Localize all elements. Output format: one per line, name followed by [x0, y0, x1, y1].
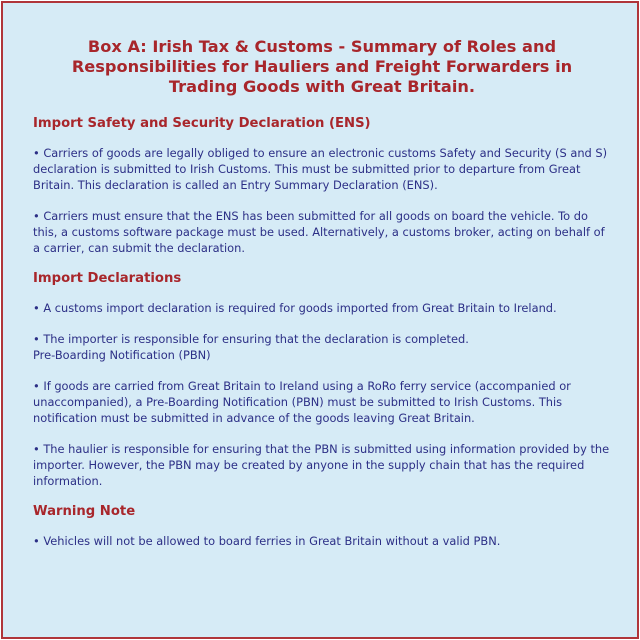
import-paragraph-1: • A customs import declaration is required for goods imported from Great Britain to Ireland.: [33, 301, 557, 315]
summary-box-content: [3, 3, 637, 549]
import-paragraph-3: • If goods are carried from Great Britain to Ireland using a RoRo ferry service (accompanied or unaccompanied), a Pre-Boarding Notification (PBN) must be submitted to Irish Customs. This notification must be submitted in advance of the goods leaving Great Britain.: [33, 379, 571, 425]
box-title: Box A: Irish Tax & Customs - Summary of Roles and Responsibilities for Hauliers and Freight Forwarders in Trading Goods with Great Britain.: [71, 37, 573, 96]
summary-box: [1, 1, 639, 639]
import-paragraph-2: [33, 331, 611, 363]
section-heading-warning-note: Warning Note: [33, 504, 136, 519]
warning-paragraph-1: • Vehicles will not be allowed to board ferries in Great Britain without a valid PBN.: [33, 534, 501, 548]
ens-paragraph-2: • Carriers must ensure that the ENS has been submitted for all goods on board the vehicle. To do this, a customs software package must be used. Alternatively, a customs broker, acting on behalf of a carrier, can submit the declaration.: [33, 209, 605, 255]
section-heading-import-declarations: Import Declarations: [33, 271, 182, 286]
import-paragraph-2-text: • The importer is responsible for ensuring that the declaration is completed.: [33, 332, 469, 346]
pbn-subheading: Pre-Boarding Notification (PBN): [33, 348, 211, 362]
import-paragraph-4: • The haulier is responsible for ensuring that the PBN is submitted using information provided by the importer. However, the PBN may be created by anyone in the supply chain that has the required information.: [33, 442, 610, 488]
section-heading-ens: Import Safety and Security Declaration (ENS): [33, 116, 371, 131]
ens-paragraph-1: • Carriers of goods are legally obliged to ensure an electronic customs Safety and Security (S and S) declaration is submitted to Irish Customs. This must be submitted prior to departure from Great Britain. This declaration is called an Entry Summary Declaration (ENS).: [33, 146, 608, 192]
